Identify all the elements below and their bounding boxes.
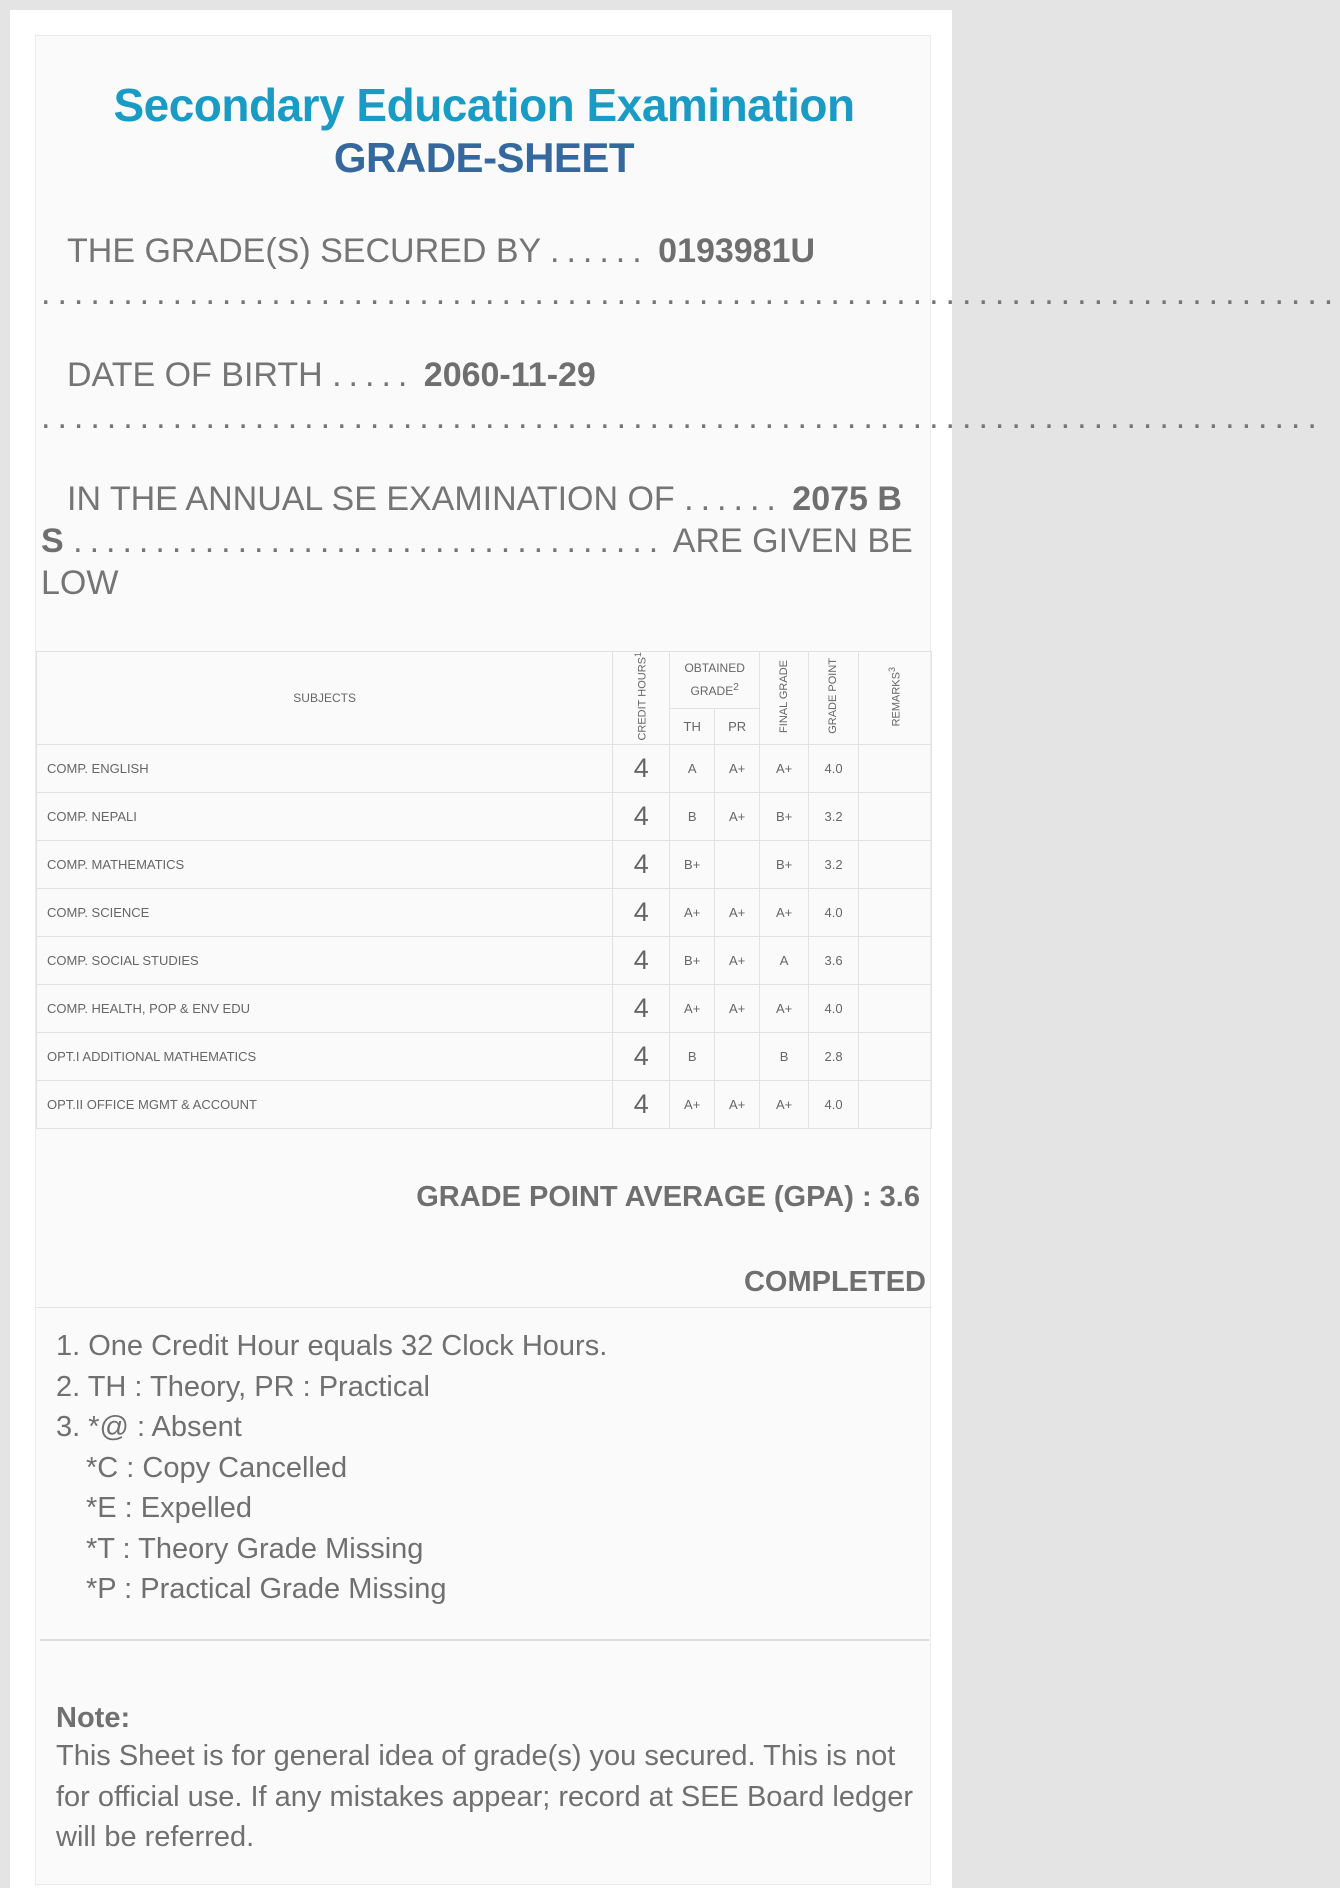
theory-grade: B+ (670, 936, 715, 984)
footnote-item: *T : Theory Grade Missing (86, 1532, 424, 1565)
header-remarks: REMARKS$^3$ (859, 652, 932, 745)
credit-hours: 4 (613, 744, 670, 792)
credit-hours: 4 (613, 792, 670, 840)
credit-hours: 4 (613, 936, 670, 984)
table-row (37, 936, 932, 984)
secured-by-label: THE GRADE(S) SECURED BY (67, 232, 541, 270)
final-grade: B+ (760, 840, 809, 888)
table-row (37, 1032, 932, 1080)
footnote-item: 3. *@ : Absent (56, 1411, 242, 1443)
final-grade: B+ (760, 792, 809, 840)
practical-grade: A+ (715, 792, 760, 840)
credit-hours: 4 (613, 888, 670, 936)
final-grade: A+ (760, 744, 809, 792)
remarks (859, 984, 932, 1032)
subject-name: COMP. ENGLISH (37, 744, 613, 792)
theory-grade: B+ (670, 840, 715, 888)
secured-by-line (41, 230, 1340, 314)
final-grade: A+ (760, 888, 809, 936)
grade-point: 3.6 (809, 936, 859, 984)
final-grade: A (760, 936, 809, 984)
theory-grade: B (670, 1032, 715, 1080)
dot-leader: ...... (550, 232, 649, 270)
subject-name: OPT.I ADDITIONAL MATHEMATICS (37, 1032, 613, 1080)
divider (40, 1639, 929, 1641)
dob-label: DATE OF BIRTH (67, 356, 323, 394)
practical-grade (715, 840, 760, 888)
theory-grade: A+ (670, 888, 715, 936)
note-heading: Note: (56, 1702, 131, 1734)
footnotes-list (56, 1326, 607, 1610)
table-row (37, 744, 932, 792)
dot-leader: .............................................................................. (41, 398, 1324, 436)
remarks (859, 792, 932, 840)
exam-year: 2075 BS (41, 480, 902, 560)
footnote-item: *P : Practical Grade Missing (86, 1573, 447, 1605)
theory-grade: A (670, 744, 715, 792)
remarks (859, 840, 932, 888)
final-grade: B (760, 1032, 809, 1080)
grade-point: 3.2 (809, 792, 859, 840)
dot-leader: ............................................................................... (41, 274, 1340, 312)
dot-leader: ...... (684, 480, 783, 518)
dob-value: 2060-11-29 (423, 356, 596, 394)
gpa-summary: GRADE POINT AVERAGE (GPA) : 3.6 (416, 1181, 920, 1213)
footnote-item: 2. TH : Theory, PR : Practical (56, 1370, 430, 1403)
remarks (859, 744, 932, 792)
grade-point: 4.0 (809, 1080, 859, 1128)
result-status: COMPLETED (743, 1266, 926, 1298)
theory-grade: A+ (670, 984, 715, 1032)
subject-name: COMP. SOCIAL STUDIES (37, 936, 613, 984)
remarks (859, 936, 932, 984)
dot-leader: .................................... (73, 522, 666, 560)
practical-grade: A+ (715, 744, 760, 792)
subject-name: COMP. MATHEMATICS (37, 840, 613, 888)
final-grade: A+ (760, 984, 809, 1032)
grades-table (36, 651, 932, 1129)
practical-grade (715, 1032, 760, 1080)
exam-label: IN THE ANNUAL SE EXAMINATION OF (67, 480, 675, 518)
table-row (37, 840, 932, 888)
credit-hours: 4 (613, 984, 670, 1032)
table-row (37, 984, 932, 1032)
header-pr: PR (715, 708, 760, 744)
subject-name: OPT.II OFFICE MGMT & ACCOUNT (37, 1080, 613, 1128)
header-subjects: SUBJECTS (37, 652, 613, 745)
theory-grade: A+ (670, 1080, 715, 1128)
table-row (37, 1080, 932, 1128)
header-th: TH (670, 708, 715, 744)
header-credit-hours: CREDIT HOURS$^1$ (613, 652, 670, 745)
credit-hours: 4 (613, 1032, 670, 1080)
exam-title: Secondary Education Examination (113, 79, 855, 131)
remarks (859, 888, 932, 936)
practical-grade: A+ (715, 888, 760, 936)
divider (36, 1307, 932, 1308)
grade-point: 3.2 (809, 840, 859, 888)
grade-point: 4.0 (809, 984, 859, 1032)
practical-grade: A+ (715, 984, 760, 1032)
header-grade-point: GRADE POINT (809, 652, 859, 745)
sheet-title: GRADE-SHEET (333, 134, 635, 181)
exam-line (41, 478, 921, 604)
dot-leader: ..... (332, 356, 415, 394)
symbol-number: 0193981U (658, 232, 816, 270)
remarks (859, 1032, 932, 1080)
grade-point: 2.8 (809, 1032, 859, 1080)
grade-point: 4.0 (809, 888, 859, 936)
header-final-grade: FINAL GRADE (760, 652, 809, 745)
table-row (37, 792, 932, 840)
subject-name: COMP. NEPALI (37, 792, 613, 840)
header-obtained-grade: OBTAINED GRADE$^2$ (670, 652, 760, 709)
remarks (859, 1080, 932, 1128)
table-row (37, 888, 932, 936)
credit-hours: 4 (613, 840, 670, 888)
practical-grade: A+ (715, 936, 760, 984)
grade-point: 4.0 (809, 744, 859, 792)
footnote-item: 1. One Credit Hour equals 32 Clock Hours. (56, 1330, 608, 1362)
note-text: This Sheet is for general idea of grade(s) you secured. This is not for official use. If any mistakes appear; record at SEE Board ledger will be referred. (56, 1740, 914, 1853)
subject-name: COMP. HEALTH, POP & ENV EDU (37, 984, 613, 1032)
footnote-item: *E : Expelled (86, 1492, 253, 1524)
subject-name: COMP. SCIENCE (37, 888, 613, 936)
final-grade: A+ (760, 1080, 809, 1128)
dob-line (41, 354, 1324, 438)
given-below-text: ARE GIVEN BELOW (41, 522, 913, 602)
theory-grade: B (670, 792, 715, 840)
footnote-item: *C : Copy Cancelled (86, 1451, 348, 1484)
practical-grade: A+ (715, 1080, 760, 1128)
credit-hours: 4 (613, 1080, 670, 1128)
grade-sheet-card (35, 35, 1340, 1885)
